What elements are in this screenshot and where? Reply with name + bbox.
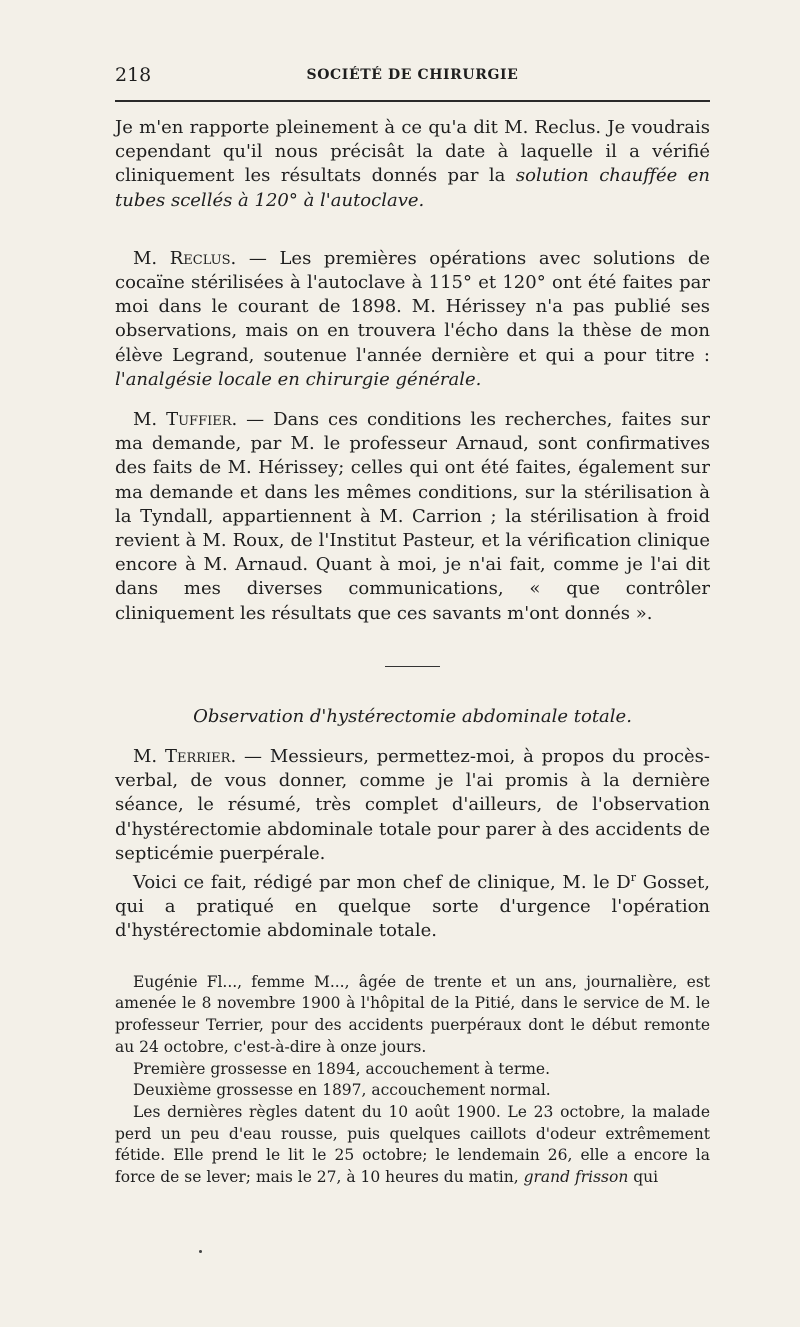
speaker-name: M. Terrier. <box>133 746 237 768</box>
paragraph-continuation <box>115 116 710 213</box>
paragraph-gosset <box>115 866 710 944</box>
paragraph-text: — Dans ces conditions les recherches, faites sur ma demande, par M. le professeur Arnaud, sont confirmatives des faits de M. Hérissey; celles qui ont été faites, également sur ma demande et dans les mêmes conditions, sur la stérilisation à la Tyndall, appartiennent à M. Carrion ; la stérilisation à froid revient à M. Roux, de l'Institut Pasteur, et la vérification clinique encore à M. Arnaud. Quant à moi, je n'ai fait, comme je l'ai dit dans mes diverses communications, « que contrôler cliniquement les résultats que ces savants m'ont donnés ». <box>115 409 710 624</box>
section-title: Observation d'hystérectomie abdominale totale. <box>193 705 632 727</box>
observation-paragraph: Première grossesse en 1894, accouchement à terme. <box>133 1059 551 1078</box>
paragraph-text: Les dernières règles datent du 10 août 1900. Le 23 octobre, la malade perd un peu d'eau rousse, puis quelques caillots d'odeur extrêmement fétide. Elle prend le lit le 25 octobre; le lendemain 26, elle a encore la force de se lever; mais le 27, à 10 heures du matin, <box>115 1102 710 1187</box>
paragraph-reclus <box>115 247 710 392</box>
paragraph-text: — Les premières opérations avec solutions de cocaïne stérilisées à l'autoclave à 115° et 120° ont été faites par moi dans le courant de 1898. M. Hérissey n'a pas publié ses observations, mais on en trouvera l'écho dans la thèse de mon élève Legrand, soutenue l'année dernière et qui a pour titre : <box>115 247 710 366</box>
italic-phrase: solution chauffée en tubes scellés à 120° à l'autoclave. <box>115 165 711 211</box>
italic-phrase: l'analgésie locale en chirurgie générale. <box>115 368 482 390</box>
running-title: SOCIÉTÉ DE CHIRURGIE <box>306 67 519 83</box>
observation-paragraph: Deuxième grossesse en 1897, accouchement normal. <box>133 1081 551 1100</box>
paragraph-terrier <box>115 745 710 866</box>
main-text <box>115 116 710 944</box>
paragraph-text: Gosset, qui a pratiqué en quelque sorte d'urgence l'opération d'hystérectomie abdominale totale. <box>115 872 710 942</box>
speaker-name: M. Tuffier. <box>133 409 238 431</box>
paragraph-text: Voici ce fait, rédigé par mon chef de clinique, M. le D <box>133 872 631 894</box>
paragraph-tuffier <box>115 408 710 626</box>
italic-phrase: grand frisson <box>523 1168 629 1187</box>
observation-paragraph: Eugénie Fl..., femme M..., âgée de trente et un ans, journalière, est amenée le 8 novembre 1900 à l'hôpital de la Pitié, dans le service de M. le professeur Terrier, pour des accidents puerpéraux dont le début remonte au 24 octobre, c'est-à-dire à onze jours. <box>115 972 710 1056</box>
page-number: 218 <box>115 64 152 86</box>
speaker-name: M. Reclus. <box>133 247 237 269</box>
paragraph-text: Je m'en rapporte pleinement à ce qu'a dit M. Reclus. Je voudrais cependant qu'il nous précisât la date à laquelle il a vérifié cliniquement les résultats donnés par la <box>115 117 710 187</box>
section-divider <box>385 666 440 667</box>
page-body <box>115 116 710 1189</box>
header-rule <box>115 100 710 102</box>
observation-paragraph <box>115 1102 710 1189</box>
observation-text <box>115 972 710 1189</box>
paragraph-text: — Messieurs, permettez-moi, à propos du procès-verbal, de vous donner, comme je l'ai promis à la dernière séance, le résumé, très complet d'ailleurs, de l'observation d'hystérectomie abdominale totale pour parer à des accidents de septicémie puerpérale. <box>115 746 710 864</box>
ink-speck <box>199 1250 202 1253</box>
paragraph-text: qui <box>628 1168 659 1187</box>
superscript: r <box>630 871 637 885</box>
page-header <box>115 64 710 90</box>
